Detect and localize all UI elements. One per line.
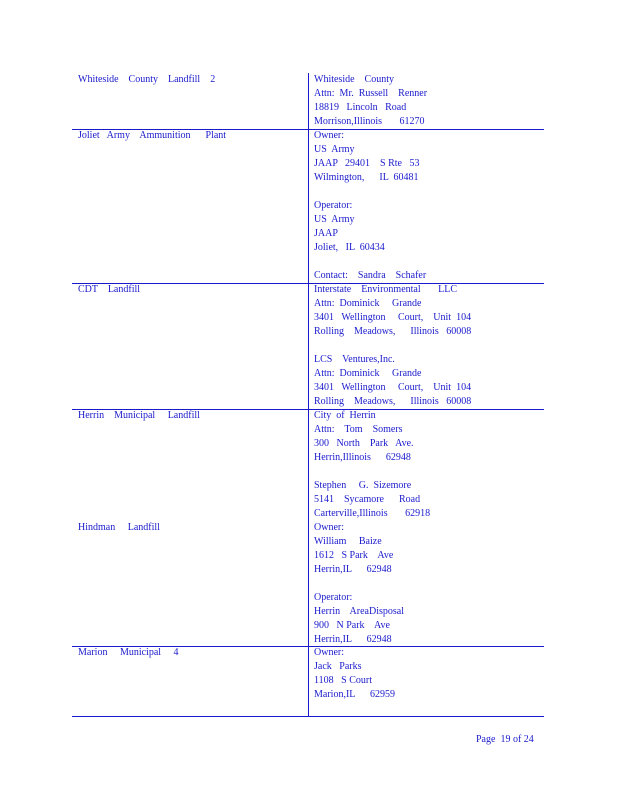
contact-line: Jack Parks — [314, 661, 362, 672]
contact-line — [314, 255, 540, 269]
contact-line: Attn: Dominick Grande — [314, 298, 422, 309]
page-number: Page 19 of 24 — [476, 734, 534, 745]
contact-line: Wilmington, IL 60481 — [314, 172, 419, 183]
contact-block — [314, 646, 540, 702]
facility-name: Marion Municipal 4 — [78, 647, 179, 658]
contact-line: JAAP — [314, 228, 338, 239]
contact-line: Rolling Meadows, Illinois 60008 — [314, 396, 472, 407]
contact-line: Herrin,IL 62948 — [314, 634, 392, 645]
contact-line: William Baize — [314, 536, 382, 547]
column-divider — [308, 73, 309, 716]
contact-line: Morrison,Illinois 61270 — [314, 116, 425, 127]
contact-line: Interstate Environmental LLC — [314, 284, 458, 295]
contact-line: 18819 Lincoln Road — [314, 102, 407, 113]
contact-line: Operator: — [314, 200, 353, 211]
contact-line: 5141 Sycamore Road — [314, 494, 421, 505]
contact-line: 1612 S Park Ave — [314, 550, 394, 561]
contact-line: Joliet, IL 60434 — [314, 242, 385, 253]
contact-line: Attn: Dominick Grande — [314, 368, 422, 379]
contact-line: Carterville,Illinois 62918 — [314, 508, 431, 519]
facility-name: CDT Landfill — [78, 284, 141, 295]
contact-line: Herrin,IL 62948 — [314, 564, 392, 575]
contact-line: US Army — [314, 214, 355, 225]
contact-line: Owner: — [314, 522, 344, 533]
contact-line: Rolling Meadows, Illinois 60008 — [314, 326, 472, 337]
contact-block — [314, 73, 540, 129]
contact-line: Herrin,Illinois 62948 — [314, 452, 411, 463]
table-bottom-rule — [72, 716, 544, 717]
contact-line: 3401 Wellington Court, Unit 104 — [314, 312, 472, 323]
contact-line: LCS Ventures,Inc. — [314, 354, 395, 365]
contact-block — [314, 283, 540, 409]
contact-line: 300 North Park Ave. — [314, 438, 414, 449]
contact-line: 3401 Wellington Court, Unit 104 — [314, 382, 472, 393]
contact-line: 1108 S Court — [314, 675, 372, 686]
contact-line: Attn: Mr. Russell Renner — [314, 88, 428, 99]
contact-line: Marion,IL 62959 — [314, 689, 396, 700]
contact-line: US Army — [314, 144, 355, 155]
contact-line: Herrin AreaDisposal — [314, 606, 404, 617]
contact-line — [314, 465, 540, 479]
facility-name: Whiteside County Landfill 2 — [78, 74, 216, 85]
contact-line: Attn: Tom Somers — [314, 424, 403, 435]
contact-line: Stephen G. Sizemore — [314, 480, 412, 491]
contact-line: 900 N Park Ave — [314, 620, 390, 631]
contact-line: Owner: — [314, 130, 344, 141]
contact-line: JAAP 29401 S Rte 53 — [314, 158, 420, 169]
contact-line: Contact: Sandra Schafer — [314, 270, 427, 281]
contact-line: Owner: — [314, 647, 344, 658]
contact-line: City of Herrin — [314, 410, 376, 421]
contact-line: Operator: — [314, 592, 353, 603]
contact-block — [314, 129, 540, 283]
contact-line — [314, 339, 540, 353]
contact-line — [314, 577, 540, 591]
contact-line — [314, 185, 540, 199]
facility-name: Herrin Municipal Landfill — [78, 410, 200, 421]
contact-block — [314, 409, 540, 647]
contact-line: Whiteside County — [314, 74, 394, 85]
facility-name: Joliet Army Ammunition Plant — [78, 130, 227, 141]
facility-name: Hindman Landfill — [78, 522, 160, 533]
